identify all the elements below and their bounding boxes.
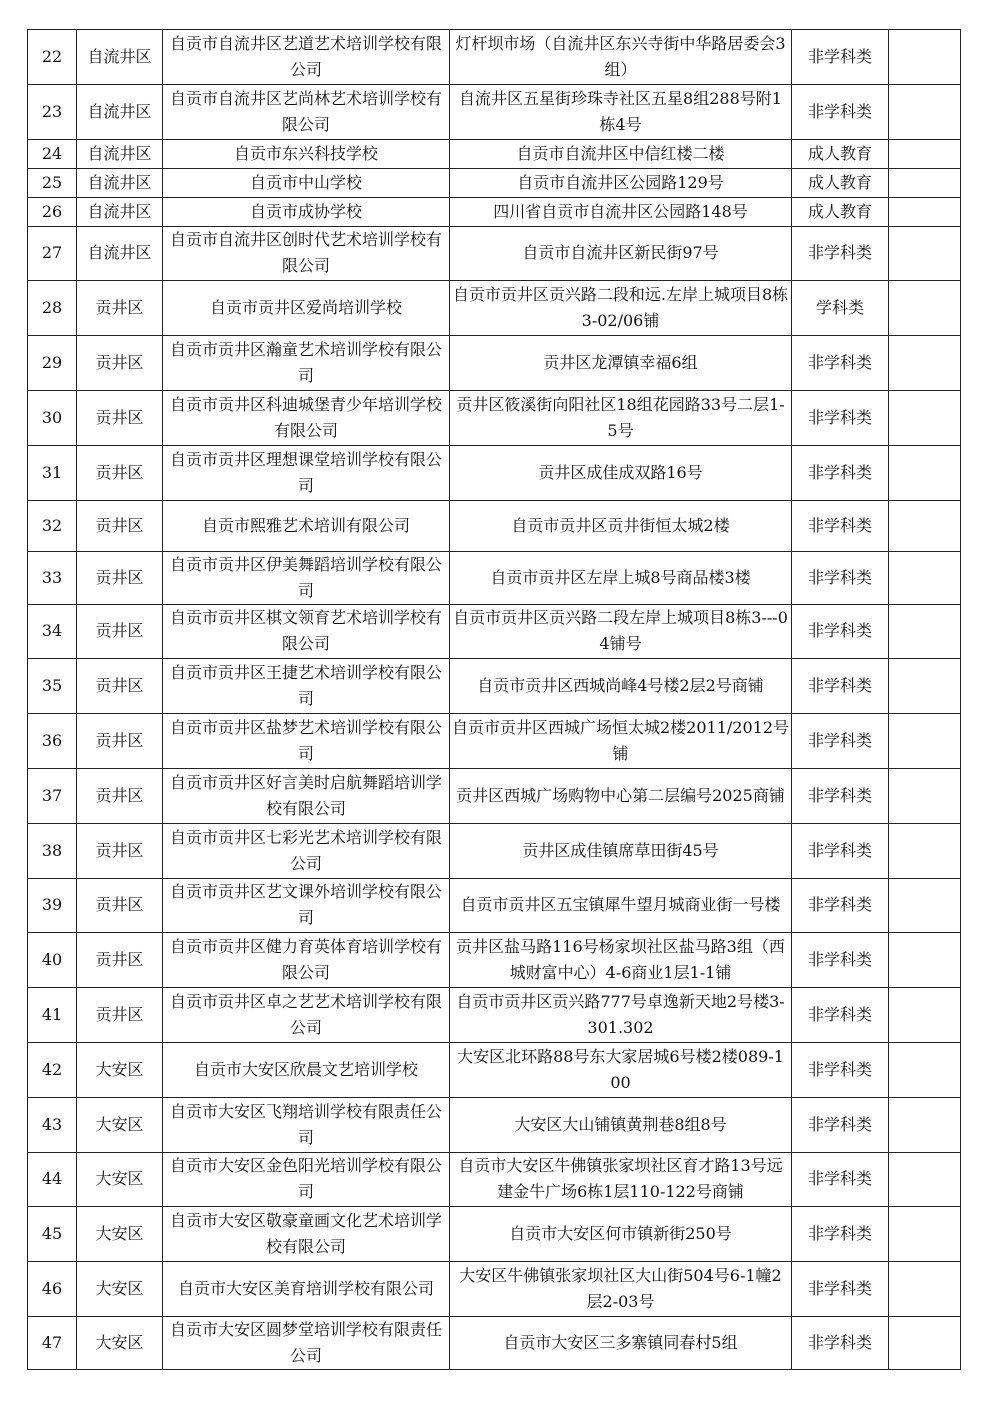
- table-row: [28, 168, 961, 197]
- remark-cell: [889, 1262, 961, 1317]
- category-cell: 成人教育: [792, 139, 889, 168]
- district-cell: 贡井区: [77, 604, 163, 659]
- category-cell: 非学科类: [792, 823, 889, 878]
- row-number: 46: [28, 1262, 77, 1317]
- category-cell: 非学科类: [792, 30, 889, 85]
- row-number: 29: [28, 336, 77, 391]
- district-cell: 大安区: [77, 1316, 163, 1369]
- remark-cell: [889, 823, 961, 878]
- institution-name-cell: 自贡市自流井区艺道艺术培训学校有限公司: [163, 30, 450, 85]
- address-cell: 自贡市贡井区西城广场恒太城2楼2011/2012号铺: [450, 714, 792, 769]
- row-number: 27: [28, 226, 77, 281]
- district-cell: 大安区: [77, 1097, 163, 1152]
- institution-name-cell: 自贡市贡井区瀚童艺术培训学校有限公司: [163, 336, 450, 391]
- row-number: 41: [28, 988, 77, 1043]
- remark-cell: [889, 336, 961, 391]
- district-cell: 大安区: [77, 1262, 163, 1317]
- address-cell: 自贡市贡井区五宝镇犀牛望月城商业街一号楼: [450, 878, 792, 933]
- address-cell: 贡井区西城广场购物中心第二层编号2025商铺: [450, 768, 792, 823]
- row-number: 22: [28, 30, 77, 85]
- remark-cell: [889, 84, 961, 139]
- district-cell: 贡井区: [77, 390, 163, 445]
- institution-name-cell: 自贡市贡井区伊美舞蹈培训学校有限公司: [163, 551, 450, 604]
- remark-cell: [889, 1042, 961, 1097]
- category-cell: 非学科类: [792, 988, 889, 1043]
- row-number: 37: [28, 768, 77, 823]
- remark-cell: [889, 390, 961, 445]
- table-row: [28, 500, 961, 551]
- row-number: 44: [28, 1152, 77, 1207]
- row-number: 32: [28, 500, 77, 551]
- district-cell: 自流井区: [77, 30, 163, 85]
- district-cell: 贡井区: [77, 988, 163, 1043]
- institution-name-cell: 自贡市贡井区科迪城堡青少年培训学校有限公司: [163, 390, 450, 445]
- district-cell: 自流井区: [77, 84, 163, 139]
- remark-cell: [889, 714, 961, 769]
- table-row: [28, 84, 961, 139]
- row-number: 43: [28, 1097, 77, 1152]
- institution-name-cell: 自贡市熙雅艺术培训有限公司: [163, 500, 450, 551]
- remark-cell: [889, 1152, 961, 1207]
- remark-cell: [889, 168, 961, 197]
- category-cell: 非学科类: [792, 390, 889, 445]
- institution-name-cell: 自贡市贡井区卓之艺艺术培训学校有限公司: [163, 988, 450, 1043]
- category-cell: 非学科类: [792, 551, 889, 604]
- address-cell: 大安区牛佛镇张家坝社区大山街504号6-1幢2层2-03号: [450, 1262, 792, 1317]
- table-row: [28, 933, 961, 988]
- category-cell: 成人教育: [792, 168, 889, 197]
- institution-name-cell: 自贡市贡井区棋文领育艺术培训学校有限公司: [163, 604, 450, 659]
- table-row: [28, 823, 961, 878]
- category-cell: 非学科类: [792, 604, 889, 659]
- remark-cell: [889, 139, 961, 168]
- category-cell: 非学科类: [792, 445, 889, 500]
- institution-name-cell: 自贡市大安区美育培训学校有限公司: [163, 1262, 450, 1317]
- district-cell: 贡井区: [77, 551, 163, 604]
- institution-name-cell: 自贡市大安区金色阳光培训学校有限公司: [163, 1152, 450, 1207]
- address-cell: 贡井区龙潭镇幸福6组: [450, 336, 792, 391]
- category-cell: 非学科类: [792, 1316, 889, 1369]
- category-cell: 非学科类: [792, 1207, 889, 1262]
- district-cell: 自流井区: [77, 168, 163, 197]
- table-row: [28, 768, 961, 823]
- table-row: [28, 197, 961, 226]
- category-cell: 非学科类: [792, 84, 889, 139]
- category-cell: 非学科类: [792, 1262, 889, 1317]
- address-cell: 大安区大山铺镇黄荆巷8组8号: [450, 1097, 792, 1152]
- category-cell: 非学科类: [792, 1097, 889, 1152]
- address-cell: 自贡市贡井区贡兴路二段和远.左岸上城项目8栋3-02/06铺: [450, 281, 792, 336]
- category-cell: 非学科类: [792, 659, 889, 714]
- address-cell: 自贡市自流井区中信红楼二楼: [450, 139, 792, 168]
- district-cell: 贡井区: [77, 714, 163, 769]
- institution-name-cell: 自贡市大安区敬豪童画文化艺术培训学校有限公司: [163, 1207, 450, 1262]
- remark-cell: [889, 1097, 961, 1152]
- category-cell: 非学科类: [792, 1152, 889, 1207]
- table-row: [28, 226, 961, 281]
- address-cell: 自贡市大安区牛佛镇张家坝社区育才路13号远建金牛广场6栋1层110-122号商铺: [450, 1152, 792, 1207]
- district-cell: 自流井区: [77, 226, 163, 281]
- table-row: [28, 1097, 961, 1152]
- address-cell: 自贡市自流井区新民街97号: [450, 226, 792, 281]
- table-row: [28, 390, 961, 445]
- address-cell: 自贡市贡井区西城尚峰4号楼2层2号商铺: [450, 659, 792, 714]
- institution-name-cell: 自贡市大安区飞翔培训学校有限责任公司: [163, 1097, 450, 1152]
- address-cell: 自贡市大安区三多寨镇同春村5组: [450, 1316, 792, 1369]
- district-cell: 贡井区: [77, 659, 163, 714]
- address-cell: 贡井区筱溪街向阳社区18组花园路33号二层1-5号: [450, 390, 792, 445]
- row-number: 35: [28, 659, 77, 714]
- training-institutions-table: [27, 29, 961, 1370]
- table-row: [28, 30, 961, 85]
- institution-name-cell: 自贡市贡井区理想课堂培训学校有限公司: [163, 445, 450, 500]
- row-number: 33: [28, 551, 77, 604]
- row-number: 23: [28, 84, 77, 139]
- row-number: 40: [28, 933, 77, 988]
- institution-name-cell: 自贡市东兴科技学校: [163, 139, 450, 168]
- row-number: 39: [28, 878, 77, 933]
- institution-name-cell: 自贡市自流井区创时代艺术培训学校有限公司: [163, 226, 450, 281]
- institution-name-cell: 自贡市贡井区王捷艺术培训学校有限公司: [163, 659, 450, 714]
- district-cell: 贡井区: [77, 281, 163, 336]
- table-row: [28, 1262, 961, 1317]
- district-cell: 大安区: [77, 1042, 163, 1097]
- row-number: 47: [28, 1316, 77, 1369]
- row-number: 38: [28, 823, 77, 878]
- institution-name-cell: 自贡市贡井区好言美时启航舞蹈培训学校有限公司: [163, 768, 450, 823]
- table-row: [28, 659, 961, 714]
- row-number: 34: [28, 604, 77, 659]
- district-cell: 贡井区: [77, 933, 163, 988]
- category-cell: 非学科类: [792, 878, 889, 933]
- institution-name-cell: 自贡市大安区圆梦堂培训学校有限责任公司: [163, 1316, 450, 1369]
- district-cell: 自流井区: [77, 197, 163, 226]
- row-number: 24: [28, 139, 77, 168]
- category-cell: 非学科类: [792, 768, 889, 823]
- table-row: [28, 281, 961, 336]
- table-row: [28, 1042, 961, 1097]
- category-cell: 非学科类: [792, 714, 889, 769]
- district-cell: 自流井区: [77, 139, 163, 168]
- remark-cell: [889, 878, 961, 933]
- row-number: 25: [28, 168, 77, 197]
- table-body: [28, 30, 961, 1370]
- address-cell: 灯杆坝市场（自流井区东兴寺街中华路居委会3组）: [450, 30, 792, 85]
- row-number: 26: [28, 197, 77, 226]
- remark-cell: [889, 988, 961, 1043]
- institution-name-cell: 自贡市中山学校: [163, 168, 450, 197]
- table-row: [28, 604, 961, 659]
- address-cell: 自贡市贡井区贡兴路二段左岸上城项目8栋3---04铺号: [450, 604, 792, 659]
- district-cell: 贡井区: [77, 500, 163, 551]
- category-cell: 非学科类: [792, 226, 889, 281]
- institution-name-cell: 自贡市成协学校: [163, 197, 450, 226]
- remark-cell: [889, 197, 961, 226]
- district-cell: 贡井区: [77, 878, 163, 933]
- remark-cell: [889, 226, 961, 281]
- category-cell: 非学科类: [792, 1042, 889, 1097]
- row-number: 45: [28, 1207, 77, 1262]
- address-cell: 四川省自贡市自流井区公园路148号: [450, 197, 792, 226]
- institution-name-cell: 自贡市大安区欣晨文艺培训学校: [163, 1042, 450, 1097]
- category-cell: 非学科类: [792, 336, 889, 391]
- table-row: [28, 878, 961, 933]
- remark-cell: [889, 30, 961, 85]
- institution-name-cell: 自贡市自流井区艺尚林艺术培训学校有限公司: [163, 84, 450, 139]
- address-cell: 大安区北环路88号东大家居城6号楼2楼089-100: [450, 1042, 792, 1097]
- district-cell: 贡井区: [77, 445, 163, 500]
- remark-cell: [889, 659, 961, 714]
- row-number: 42: [28, 1042, 77, 1097]
- district-cell: 大安区: [77, 1152, 163, 1207]
- row-number: 36: [28, 714, 77, 769]
- remark-cell: [889, 933, 961, 988]
- district-cell: 贡井区: [77, 336, 163, 391]
- address-cell: 贡井区成佳成双路16号: [450, 445, 792, 500]
- table-row: [28, 551, 961, 604]
- category-cell: 学科类: [792, 281, 889, 336]
- remark-cell: [889, 1316, 961, 1369]
- remark-cell: [889, 551, 961, 604]
- remark-cell: [889, 768, 961, 823]
- address-cell: 自流井区五星街珍珠寺社区五星8组288号附1栋4号: [450, 84, 792, 139]
- address-cell: 自贡市贡井区贡兴路777号卓逸新天地2号楼3-301.302: [450, 988, 792, 1043]
- remark-cell: [889, 445, 961, 500]
- institution-name-cell: 自贡市贡井区艺文课外培训学校有限公司: [163, 878, 450, 933]
- category-cell: 非学科类: [792, 933, 889, 988]
- table-row: [28, 1316, 961, 1369]
- address-cell: 贡井区盐马路116号杨家坝社区盐马路3组（西城财富中心）4-6商业1层1-1铺: [450, 933, 792, 988]
- institution-name-cell: 自贡市贡井区爱尚培训学校: [163, 281, 450, 336]
- remark-cell: [889, 281, 961, 336]
- remark-cell: [889, 1207, 961, 1262]
- address-cell: 自贡市贡井区贡井街恒太城2楼: [450, 500, 792, 551]
- remark-cell: [889, 500, 961, 551]
- table-row: [28, 714, 961, 769]
- table-row: [28, 1152, 961, 1207]
- remark-cell: [889, 604, 961, 659]
- address-cell: 贡井区成佳镇席草田街45号: [450, 823, 792, 878]
- address-cell: 自贡市贡井区左岸上城8号商品楼3楼: [450, 551, 792, 604]
- district-cell: 大安区: [77, 1207, 163, 1262]
- district-cell: 贡井区: [77, 823, 163, 878]
- institution-name-cell: 自贡市贡井区健力育英体育培训学校有限公司: [163, 933, 450, 988]
- row-number: 28: [28, 281, 77, 336]
- table-row: [28, 1207, 961, 1262]
- table-row: [28, 139, 961, 168]
- row-number: 31: [28, 445, 77, 500]
- row-number: 30: [28, 390, 77, 445]
- table-row: [28, 988, 961, 1043]
- table-row: [28, 445, 961, 500]
- category-cell: 成人教育: [792, 197, 889, 226]
- institution-name-cell: 自贡市贡井区盐梦艺术培训学校有限公司: [163, 714, 450, 769]
- address-cell: 自贡市大安区何市镇新街250号: [450, 1207, 792, 1262]
- table-row: [28, 336, 961, 391]
- district-cell: 贡井区: [77, 768, 163, 823]
- address-cell: 自贡市自流井区公园路129号: [450, 168, 792, 197]
- category-cell: 非学科类: [792, 500, 889, 551]
- institution-name-cell: 自贡市贡井区七彩光艺术培训学校有限公司: [163, 823, 450, 878]
